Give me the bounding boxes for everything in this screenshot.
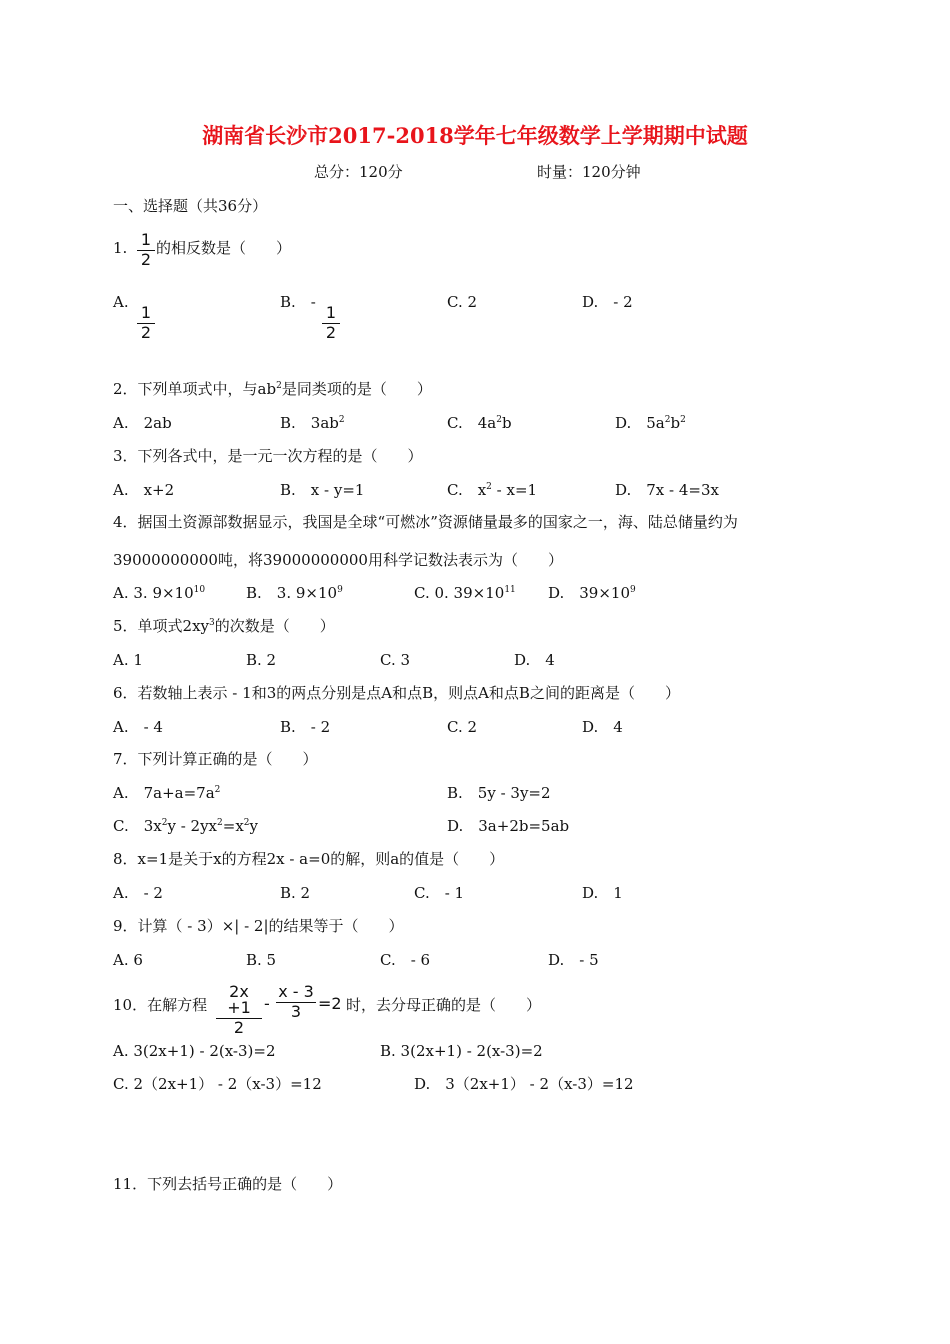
text-part: C. 0. 39×10 <box>414 584 505 602</box>
question-text-line1: 4．据国土资源部数据显示，我国是全球“可燃冰”资源储量最多的国家之一，海、陆总储量约为 <box>113 513 738 531</box>
superscript: 2 <box>664 415 671 425</box>
text-part: C. x <box>447 481 487 499</box>
option-d: D. - 2 <box>582 293 633 311</box>
text-part: B. 3ab <box>280 414 339 432</box>
numerator: 1 <box>140 303 152 322</box>
superscript: 11 <box>504 585 516 595</box>
denominator: 2 <box>233 1018 245 1037</box>
option-c: C. 3 <box>380 651 411 669</box>
text-part: C. 3x <box>113 817 162 835</box>
numerator: 1 <box>325 303 337 322</box>
equals-part: =2 <box>318 994 342 1013</box>
text-part: A. 3. 9×10 <box>113 584 194 602</box>
option-c <box>113 819 258 834</box>
superscript: 10 <box>193 585 206 595</box>
option-c: C. - 6 <box>380 951 431 969</box>
superscript: 9 <box>337 585 343 595</box>
denominator: 2 <box>325 323 337 342</box>
option-c: C. - 1 <box>414 884 465 902</box>
text-part: 是同类项的是（ ） <box>281 380 432 398</box>
question-text-tail: 时，去分母正确的是（ ） <box>346 996 542 1014</box>
question-text: 8．x=1是关于x的方程2x - a=0的解，则a的值是（ ） <box>113 850 505 868</box>
option-d: D. 3（2x+1） - 2（x-3）=12 <box>414 1075 634 1093</box>
option-c <box>447 483 537 498</box>
option-a: A. 6 <box>113 951 143 969</box>
text-part: D. 39×10 <box>548 584 631 602</box>
superscript: 2 <box>486 482 492 492</box>
option-a <box>113 586 205 601</box>
superscript: 2 <box>214 785 221 795</box>
superscript: 2 <box>680 415 686 425</box>
text-part: 的次数是（ ） <box>214 617 335 635</box>
option-d: D. 4 <box>514 651 555 669</box>
text-part: D. 5a <box>615 414 665 432</box>
option-a: A. - 4 <box>113 718 163 736</box>
question-text: 3．下列各式中，是一元一次方程的是（ ） <box>113 447 423 465</box>
option-b-label: B. - <box>280 293 316 311</box>
numerator: 2x +1 <box>227 982 251 1017</box>
fraction-1 <box>216 984 262 1036</box>
numerator: 1 <box>140 230 152 249</box>
option-a <box>113 786 220 801</box>
text-part: B. 3. 9×10 <box>246 584 338 602</box>
option-b: B. 3(2x+1) - 2(x-3)=2 <box>380 1042 543 1060</box>
option-c: C. 2 <box>447 293 478 311</box>
question-number: 1. <box>113 239 128 257</box>
time-limit: 时量：120分钟 <box>537 163 641 181</box>
option-b: B. x - y=1 <box>280 481 365 499</box>
text-part: A. 7a+a=7a <box>113 784 215 802</box>
option-a-fraction <box>137 305 155 341</box>
option-b: B. 2 <box>280 884 311 902</box>
option-b-fraction <box>322 305 340 341</box>
fraction <box>137 232 155 268</box>
fraction-2 <box>276 984 316 1020</box>
text-part: b <box>670 414 681 432</box>
text-part: 2．下列单项式中，与ab <box>113 380 277 398</box>
question-11: 11．下列去括号正确的是（ ） <box>113 1175 343 1193</box>
superscript: 2 <box>496 415 502 425</box>
question-text: 7．下列计算正确的是（ ） <box>113 750 318 768</box>
denominator: 2 <box>140 323 152 342</box>
option-b <box>280 416 345 431</box>
option-b <box>246 586 343 601</box>
option-c: C. 2 <box>447 718 478 736</box>
option-b: B. 5y - 3y=2 <box>447 784 551 802</box>
text-part: 5．单项式2xy <box>113 617 210 635</box>
question-text: 的相反数是（ ） <box>156 239 292 257</box>
option-d: D. - 5 <box>548 951 599 969</box>
option-d: D. 4 <box>582 718 623 736</box>
option-a: A. - 2 <box>113 884 163 902</box>
option-d <box>615 416 686 431</box>
option-b: B. 5 <box>246 951 277 969</box>
section-heading: 一、选择题（共36分） <box>113 197 268 215</box>
question-text: 10．在解方程 <box>113 996 208 1014</box>
superscript: 2 <box>217 818 223 828</box>
option-b: B. - 2 <box>280 718 331 736</box>
option-c <box>414 586 516 601</box>
numerator: x - 3 <box>278 982 314 1001</box>
option-a: A. 2ab <box>113 414 172 432</box>
text-part: C. 4a <box>447 414 497 432</box>
superscript: 3 <box>209 618 215 628</box>
text-part: y - 2yx <box>167 817 218 835</box>
superscript: 2 <box>338 415 345 425</box>
minus-sign: - <box>264 994 270 1013</box>
option-a: A. 3(2x+1) - 2(x-3)=2 <box>113 1042 276 1060</box>
question-text <box>113 619 335 634</box>
option-b: B. 2 <box>246 651 277 669</box>
text-part: =x <box>222 817 244 835</box>
option-d <box>548 586 636 601</box>
question-text <box>113 382 432 397</box>
denominator: 3 <box>290 1002 302 1021</box>
option-c <box>447 416 512 431</box>
option-c: C. 2（2x+1） - 2（x-3）=12 <box>113 1075 322 1093</box>
text-part: - x=1 <box>491 481 538 499</box>
question-text: 9．计算（ - 3）×| - 2|的结果等于（ ） <box>113 917 404 935</box>
denominator: 2 <box>140 250 152 269</box>
text-part: b <box>501 414 512 432</box>
option-a: A. 1 <box>113 651 143 669</box>
superscript: 2 <box>276 381 282 391</box>
total-score: 总分：120分 <box>314 163 403 181</box>
superscript: 2 <box>161 818 168 828</box>
superscript: 2 <box>243 818 250 828</box>
question-text-line2: 39000000000吨，将39000000000用科学记数法表示为（ ） <box>113 551 563 569</box>
question-text: 6．若数轴上表示 - 1和3的两点分别是点A和点B，则点A和点B之间的距离是（ ） <box>113 684 680 702</box>
text-part: y <box>249 817 258 835</box>
option-a: A. x+2 <box>113 481 175 499</box>
option-d: D. 1 <box>582 884 623 902</box>
page-title: 湖南省长沙市2017-2018学年七年级数学上学期期中试题 <box>202 123 748 148</box>
option-d: D. 7x - 4=3x <box>615 481 719 499</box>
option-a-label: A. <box>113 293 129 311</box>
superscript: 9 <box>630 585 636 595</box>
option-d: D. 3a+2b=5ab <box>447 817 570 835</box>
